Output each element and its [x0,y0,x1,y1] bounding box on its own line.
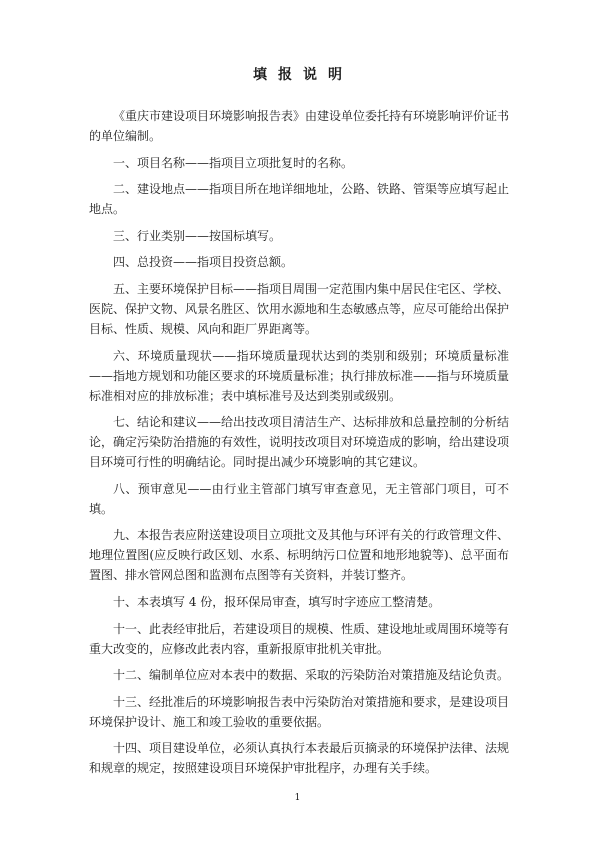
paragraph-copies: 十、本表填写 4 份，报环保局审查，填写时字迹应工整清楚。 [113,594,441,609]
paragraph-location: 二、建设地点——指项目所在地详细地址，公路、铁路、管渠等应填写起止地点。 [89,182,510,217]
paragraph-procedures: 十四、项目建设单位，必须认真执行本表最后页摘录的环境保护法律、法规和规章的规定，按照建设项目环境保护审批程序，办理有关手续。 [89,741,510,776]
paragraph-project-name: 一、项目名称——指项目立项批复时的名称。 [113,155,354,170]
page-number: 1 [294,793,301,803]
paragraph-pre-review: 八、预审意见——由行业主管部门填写审查意见，无主管部门项目，可不填。 [89,481,509,516]
paragraph-basis: 十三、经批准后的环境影响报告表中污染防治对策措施和要求，是建设项目环境保护设计、施工和竣工验收的重要依据。 [89,694,510,729]
paragraph-intro: 《重庆市建设项目环境影响报告表》由建设单位委托持有环境影响评价证书的单位编制。 [89,109,510,143]
paragraph-changes: 十一、此表经审批后，若建设项目的规模、性质、建设地址或周围环境等有重大改变的，应修改此表内容，重新报原审批机关审批。 [89,621,510,656]
paragraph-conclusions: 七、结论和建议——给出技改项目清洁生产、达标排放和总量控制的分析结论，确定污染防治措施的有效性，说明技改项目对环境造成的影响，给出建设项目环境可行性的明确结论。同时提出减少环境影响的其它建议。 [89,415,510,470]
paragraph-protection-targets: 五、主要环境保护目标——指项目周围一定范围内集中居民住宅区、学校、医院、保护文物、风景名胜区、饮用水源地和生态敏感点等，应尽可能给出保护目标、性质、规模、风向和距厂界距离等。 [89,281,510,336]
instructions-body [89,106,509,785]
paragraph-quality-status: 六、环境质量现状——指环境质量现状达到的类别和级别；环境质量标准——指地方规划和功能区要求的环境质量标准；执行排放标准——指与环境质量标准相对应的排放标准；表中填标准号及达到类别或级别。 [89,348,510,403]
paragraph-investment: 四、总投资——指项目投资总额。 [113,255,294,270]
paragraph-responsibility: 十二、编制单位应对本表中的数据、采取的污染防治对策措施及结论负责。 [113,668,510,683]
paragraph-industry: 三、行业类别——按国标填写。 [113,228,282,243]
paragraph-attachments: 九、本报告表应附送建设项目立项批文及其他与环评有关的行政管理文件、地理位置图(应反映行政区划、水系、标明纳污口位置和地形地貌等)、总平面布置图、排水管网总图和监测布点图等有关资料，并装订整齐。 [89,528,510,583]
page-title: 填报说明 [253,67,353,83]
